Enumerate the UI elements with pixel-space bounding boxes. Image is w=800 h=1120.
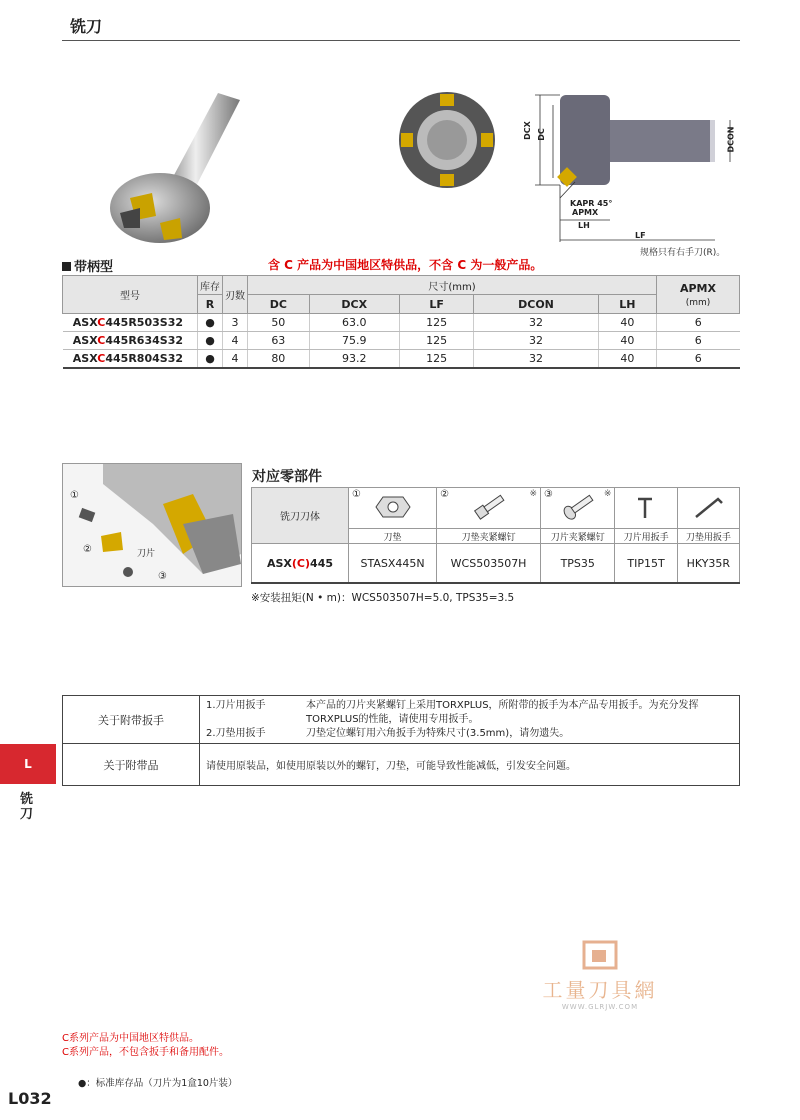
col-stock: 库存 [198,276,223,295]
note-body [200,696,740,744]
table-row [63,314,740,332]
lf-label: LF [635,231,646,240]
parts-table [251,487,740,584]
notes-table [62,695,740,786]
flutes-cell: 3 [223,314,248,332]
apmx-cell: 6 [657,332,740,350]
lf-cell: 125 [399,350,473,369]
part-caption: 刀片夹紧螺钉 [541,529,615,544]
table-row [63,332,740,350]
model-suffix: 445R634S32 [105,334,183,347]
dc-cell: 80 [248,350,310,369]
dcx-cell: 93.2 [309,350,399,369]
stock-legend: ●：标准库存品（刀片为1盒10片装） [78,1078,238,1089]
part-value: STASX445N [349,544,437,584]
side-view-diagram [515,90,740,245]
parts-title: 对应零部件 [252,469,322,485]
apmx-unit: (mm) [685,297,711,308]
note-key: 2.刀垫用扳手 [206,728,266,739]
part-num: ② [440,489,450,500]
callout-1: ① [70,490,79,501]
section-tab-text: 铣刀 [20,792,34,822]
torque-note: ※安装扭矩(N • m)：WCS503507H=5.0, TPS35=3.5 [251,592,515,604]
apmx-cell: 6 [657,350,740,369]
torx-wrench-icon [626,493,666,521]
exploded-view-drawing [63,464,241,586]
dcon-label: DCON [726,126,736,153]
apmx-label: APMX [572,208,599,217]
model-c: C [97,352,106,365]
part-caption: 刀垫夹紧螺钉 [437,529,541,544]
stock-cell: ● [198,350,223,369]
note-key [206,713,306,726]
page-title: 铣刀 [70,17,103,36]
lh-cell: 40 [598,332,656,350]
part-value: HKY35R [677,544,739,584]
stock-cell: ● [198,314,223,332]
model-c: C [97,316,106,329]
dcx-label: DCX [522,121,532,140]
dcon-cell: 32 [474,350,598,369]
model-c: C [97,334,106,347]
dcx-cell: 63.0 [309,314,399,332]
part-value: WCS503507H [437,544,541,584]
callout-2: ② [83,544,92,555]
dc-cell: 63 [248,332,310,350]
insert-screw-icon [558,493,598,521]
lh-cell: 40 [598,350,656,369]
part-col-3 [541,488,615,529]
lf-cell: 125 [399,332,473,350]
dcx-cell: 75.9 [309,332,399,350]
table-row [63,350,740,369]
model-suffix: 445R503S32 [105,316,183,329]
page-number: L032 [8,1089,52,1108]
body-model [252,544,349,584]
col-dc: DC [248,295,310,314]
part-col-5 [677,488,739,529]
col-flutes: 刃数 [223,276,248,314]
section-note: 含 C 产品为中国地区特供品，不含 C 为一般产品。 [268,258,543,272]
col-model: 型号 [63,276,198,314]
title-divider [62,40,740,41]
callout-3: ③ [158,571,167,582]
kapr-label: KAPR 45° [570,199,613,208]
flutes-cell: 4 [223,350,248,369]
footer-red-line: C系列产品为中国地区特供品。 [62,1033,199,1044]
note-label: 关于附带品 [63,744,200,786]
dc-label: DC [536,128,546,141]
square-bullet-icon [62,262,71,271]
footer-red-notes [62,1032,229,1060]
parts-exploded-image [62,463,242,587]
model-cell [63,332,198,350]
col-apmx [657,276,740,314]
body-c: (C) [291,556,311,570]
apmx-cell: 6 [657,314,740,332]
hex-wrench-icon [688,493,728,521]
col-dcon: DCON [474,295,598,314]
lh-cell: 40 [598,314,656,332]
body-header: 铣刀刀体 [252,488,349,544]
model-cell [63,350,198,369]
part-value: TIP15T [615,544,677,584]
dcon-cell: 32 [474,332,598,350]
col-stock-r: R [198,295,223,314]
col-lf: LF [399,295,473,314]
section-title-text: 带柄型 [74,260,114,275]
col-dcx: DCX [309,295,399,314]
end-view-diagram [395,88,505,193]
part-num: ① [352,489,361,500]
note-value: 刀垫定位螺钉用六角扳手为特殊尺寸(3.5mm)，请勿遗失。 [306,728,570,739]
watermark-name: 工量刀具網 [542,978,658,1002]
tool-photo [100,88,270,253]
stock-cell: ● [198,332,223,350]
part-caption: 刀垫用扳手 [677,529,739,544]
col-dims: 尺寸(mm) [248,276,657,295]
part-star: ※ [529,489,538,499]
part-col-4 [615,488,677,529]
flutes-cell: 4 [223,332,248,350]
model-prefix: ASX [72,316,98,329]
watermark [520,940,680,1011]
note-label: 关于附带扳手 [63,696,200,744]
part-col-2 [437,488,541,529]
section-title [62,256,113,275]
model-cell [63,314,198,332]
watermark-url: WWW.GLRJW.COM [561,1003,639,1011]
shim-screw-icon [469,493,509,521]
part-col-1 [349,488,437,529]
col-lh: LH [598,295,656,314]
note-text: 请使用原装品，如使用原装以外的螺钉，刀垫，可能导致性能减低，引发安全问题。 [200,744,740,786]
part-caption: 刀垫 [349,529,437,544]
part-value: TPS35 [541,544,615,584]
section-tab[interactable]: L [0,744,56,784]
lh-label: LH [578,221,590,230]
lf-cell: 125 [399,314,473,332]
model-prefix: ASX [72,334,98,347]
model-suffix: 445R804S32 [105,352,183,365]
footer-red-line: C系列产品，不包含扳手和备用配件。 [62,1047,229,1058]
note-value: 本产品的刀片夹紧螺钉上采用TORXPLUS，所附带的扳手为本产品专用扳手。为充分发挥 [306,700,699,711]
part-star: ※ [603,489,612,499]
part-num: ③ [544,489,553,500]
body-prefix: ASX [266,556,292,570]
spec-table [62,275,740,369]
dcon-cell: 32 [474,314,598,332]
part-caption: 刀片用扳手 [615,529,677,544]
apmx-header: APMX [679,281,716,295]
note-key: 1.刀片用扳手 [206,700,266,711]
shim-icon [373,493,413,521]
callout-insert: 刀片 [137,549,156,559]
body-suffix: 445 [310,556,334,570]
dc-cell: 50 [248,314,310,332]
model-prefix: ASX [72,352,98,365]
right-hand-note: 规格只有右手刀(R)。 [640,248,726,258]
watermark-logo-icon [580,940,620,970]
note-value: TORXPLUS的性能，请使用专用扳手。 [306,714,479,725]
